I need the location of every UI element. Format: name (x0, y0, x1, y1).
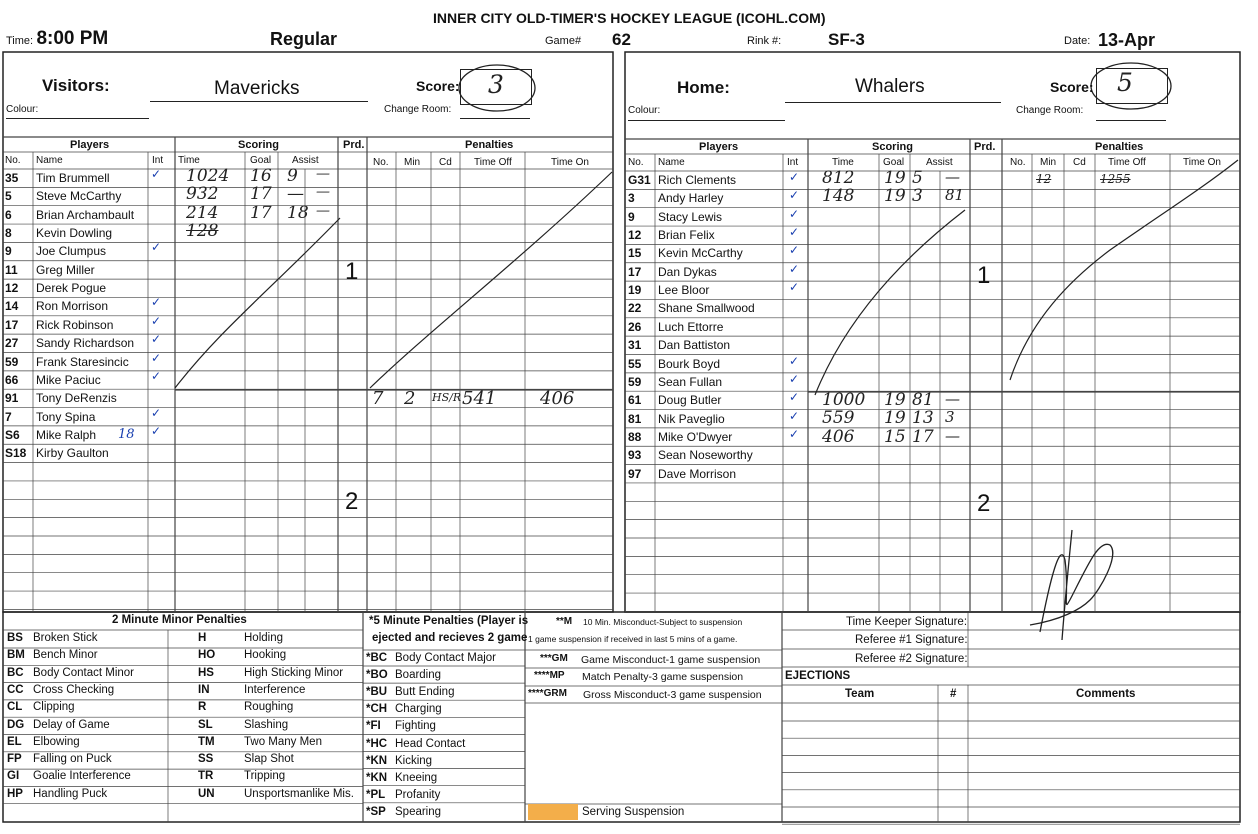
minor-code-2: UN (198, 787, 215, 800)
penalty-minutes: 2 (404, 388, 416, 409)
goal-time: 128 (186, 221, 219, 242)
major-code: *KN (366, 754, 388, 767)
misconduct-code: ****MP (534, 670, 565, 681)
goal-assist: 81 (912, 390, 934, 410)
check-icon: ✓ (151, 332, 162, 347)
player-number: 26 (628, 319, 642, 334)
misconduct-desc: 10 Min. Misconduct-Subject to suspension (583, 617, 743, 627)
player-name: Doug Butler (658, 393, 722, 408)
player-name: Frank Staresincic (36, 354, 129, 369)
goal-scorer: 19 (884, 390, 906, 410)
player-note: 18 (118, 426, 135, 442)
player-number: 35 (5, 171, 19, 185)
visitors-period-1: 1 (345, 258, 359, 285)
player-name: Derek Pogue (36, 281, 107, 296)
player-number: 97 (628, 466, 642, 481)
player-name: Kirby Gaulton (36, 446, 109, 461)
home-timeon-header: Time On (1183, 157, 1221, 168)
game-type: Regular (270, 29, 338, 49)
player-number: S18 (5, 446, 27, 461)
home-period-1: 1 (977, 262, 991, 289)
penalty-code: HS/R (432, 391, 462, 404)
home-assist-header: Assist (926, 157, 953, 168)
serving-suspension-swatch (528, 804, 578, 820)
check-icon: ✓ (789, 170, 800, 184)
player-number: 3 (628, 191, 635, 206)
minor-code-2: SL (198, 718, 213, 731)
minor-code: GI (7, 770, 20, 783)
minor-code-2: IN (198, 683, 210, 696)
major-code: *HC (366, 737, 388, 750)
home-name-header: Name (658, 157, 685, 168)
minor-desc-2: Holding (244, 632, 283, 644)
player-name: Sandy Richardson (36, 336, 135, 351)
player-name: Tim Brummell (36, 171, 110, 185)
minor-desc-2: Interference (244, 683, 306, 696)
minor-code-2: SS (198, 753, 214, 766)
player-name: Brian Archambault (36, 207, 135, 222)
visitors-int-header: Int (152, 155, 164, 166)
home-colour-label: Colour: (628, 105, 661, 116)
rink-label: Rink #: (747, 35, 782, 47)
penalty-time-off: 541 (462, 388, 497, 409)
league-title: INNER CITY OLD-TIMER'S HOCKEY LEAGUE (ICOHL.COM) (433, 10, 826, 26)
home-penalty-min-struck: 12 (1036, 172, 1052, 186)
home-int-header: Int (787, 157, 799, 168)
visitors-goal-header: Goal (250, 155, 272, 166)
player-number: 59 (628, 374, 642, 389)
visitors-team-name: Mavericks (214, 78, 300, 99)
ejections-team-header: Team (845, 688, 875, 700)
visitors-timeon-header: Time On (551, 157, 589, 168)
minor-desc: Delay of Game (33, 718, 110, 731)
goal-assist-2: — (945, 390, 960, 408)
penalty-player: 7 (372, 388, 384, 409)
player-name: Steve McCarthy (36, 189, 122, 204)
player-name: Kevin McCarthy (658, 246, 743, 261)
player-name: Andy Harley (658, 191, 724, 206)
goal-scorer: 17 (250, 202, 272, 223)
player-name: Mike Paciuc (36, 372, 101, 387)
minor-code: HP (7, 787, 23, 800)
minor-desc-2: Tripping (244, 770, 286, 783)
home-change-room-label: Change Room: (1016, 105, 1084, 116)
player-name: Bourk Boyd (658, 356, 721, 371)
check-icon: ✓ (789, 371, 800, 386)
goal-time: 559 (822, 408, 855, 429)
visitors-assist-header: Assist (292, 155, 319, 166)
check-icon: ✓ (151, 350, 162, 365)
player-name: Rick Robinson (36, 317, 114, 332)
minor-desc: Bench Minor (33, 649, 98, 662)
player-number: 88 (628, 429, 642, 444)
home-score-label: Score: (1050, 79, 1094, 95)
goal-time: 148 (822, 186, 855, 207)
misconduct-code: ****GRM (528, 688, 567, 699)
minor-code-2: HS (198, 666, 214, 679)
player-name: Rich Clements (658, 173, 737, 187)
minor-code: CL (7, 701, 23, 714)
player-number: 15 (628, 246, 642, 261)
check-icon: ✓ (789, 408, 800, 423)
goal-assist-2: — (316, 202, 330, 219)
player-number: 9 (5, 244, 12, 259)
player-number: 6 (5, 207, 12, 222)
player-name: Ron Morrison (36, 299, 109, 314)
misconduct-desc: 1 game suspension if received in last 5 mins of a game. (528, 634, 738, 644)
minor-code-2: TM (198, 735, 215, 748)
goal-time: 932 (186, 184, 219, 205)
player-name: Joe Clumpus (36, 244, 107, 259)
home-prd-header: Prd. (974, 141, 996, 153)
minor-desc: Elbowing (33, 735, 80, 748)
major-desc: Profanity (395, 788, 441, 801)
timekeeper-signature-label: Time Keeper Signature: (846, 616, 968, 628)
player-number: 5 (5, 189, 12, 204)
player-number: 11 (5, 262, 18, 277)
visitors-cd-header: Cd (439, 157, 452, 168)
minor-desc: Clipping (33, 701, 75, 714)
goal-scorer: 17 (250, 184, 272, 205)
player-name: Stacy Lewis (658, 209, 723, 224)
penalty-time-on: 406 (540, 388, 575, 409)
minor-desc: Handling Puck (33, 787, 108, 800)
player-number: 31 (628, 338, 642, 353)
visitors-time-header: Time (178, 155, 200, 166)
home-score: 5 (1117, 68, 1133, 97)
major-desc: Butt Ending (395, 686, 455, 699)
major-title-1: *5 Minute Penalties (Player is (369, 615, 529, 627)
player-name: Lee Bloor (658, 283, 710, 298)
major-code: *PL (366, 788, 386, 801)
goal-assist-2: 3 (945, 408, 955, 427)
referee2-signature-label: Referee #2 Signature: (855, 653, 968, 665)
visitors-score: 3 (488, 70, 504, 99)
check-icon: ✓ (789, 206, 800, 221)
check-icon: ✓ (789, 225, 800, 240)
date-value: 13-Apr (1098, 30, 1156, 50)
goal-assist: — (287, 184, 304, 205)
player-name: Nik Paveglio (658, 411, 725, 426)
player-number: 22 (628, 301, 642, 316)
minor-code: FP (7, 753, 22, 766)
player-number: 12 (5, 281, 19, 296)
minor-desc-2: Roughing (244, 701, 294, 714)
visitors-change-room-label: Change Room: (384, 104, 452, 115)
player-name: Mike Ralph (36, 427, 97, 442)
player-name: Greg Miller (36, 262, 95, 277)
visitors-players-header: Players (70, 139, 110, 151)
goal-assist: 18 (287, 202, 309, 223)
home-label: Home: (677, 78, 730, 97)
player-name: Tony DeRenzis (36, 391, 117, 406)
check-icon: ✓ (151, 167, 162, 181)
major-desc: Fighting (395, 720, 436, 733)
player-number: 17 (5, 317, 19, 332)
goal-time: 1000 (822, 390, 866, 410)
time-label: Time: (6, 35, 34, 47)
minor-desc: Broken Stick (33, 632, 98, 644)
home-period-2: 2 (977, 490, 991, 517)
goal-assist: 5 (912, 168, 923, 188)
player-number: 17 (628, 264, 642, 279)
check-icon: ✓ (151, 423, 162, 438)
goal-time: 214 (186, 202, 219, 223)
player-name: Mike O'Dwyer (658, 429, 733, 444)
check-icon: ✓ (789, 353, 800, 368)
player-number: 14 (5, 299, 19, 314)
visitors-scoring-header: Scoring (238, 139, 279, 151)
minor-desc-2: Hooking (244, 649, 287, 662)
minor-code-2: TR (198, 770, 214, 783)
player-name: Dave Morrison (658, 466, 737, 481)
visitors-colour-label: Colour: (6, 104, 39, 115)
date-label: Date: (1064, 35, 1091, 47)
minor-desc: Goalie Interference (33, 770, 131, 783)
home-cd-header: Cd (1073, 157, 1086, 168)
major-code: *BU (366, 686, 388, 699)
goal-assist-2: — (316, 166, 330, 182)
major-desc: Kneeing (395, 771, 438, 784)
player-name: Kevin Dowling (36, 226, 113, 241)
player-number: 7 (5, 409, 12, 424)
home-timeoff-header: Time Off (1108, 157, 1146, 168)
goal-scorer: 15 (884, 426, 906, 447)
home-pen-no-header: No. (1010, 157, 1026, 168)
check-icon: ✓ (789, 426, 800, 441)
player-number: S6 (5, 427, 20, 442)
home-goal-header: Goal (883, 157, 905, 168)
minor-code: EL (7, 735, 22, 748)
goal-scorer: 19 (884, 186, 906, 207)
minor-code-2: H (198, 632, 207, 644)
visitors-prd-header: Prd. (343, 139, 365, 151)
player-name: Sean Fullan (658, 374, 723, 389)
check-icon: ✓ (151, 405, 162, 420)
goal-assist: 9 (287, 166, 298, 186)
player-name: Tony Spina (36, 409, 96, 424)
player-name: Dan Battiston (658, 338, 731, 353)
home-team-name: Whalers (855, 76, 925, 97)
ejections-number-header: # (950, 688, 957, 700)
goal-assist: 3 (912, 186, 923, 207)
goal-time: 406 (822, 426, 855, 447)
player-number: 55 (628, 356, 642, 371)
check-icon: ✓ (151, 368, 162, 383)
minor-code-2: R (198, 701, 207, 714)
visitors-period-2: 2 (345, 488, 359, 515)
referee1-signature-label: Referee #1 Signature: (855, 634, 968, 646)
misconduct-code: ***GM (540, 653, 568, 664)
minor-code: BC (7, 666, 24, 679)
goal-time: 1024 (186, 166, 230, 186)
player-number: 12 (628, 228, 642, 243)
goal-assist-2: — (316, 184, 330, 201)
major-code: *BC (366, 652, 388, 664)
misconduct-desc: Match Penalty-3 game suspension (582, 671, 744, 683)
player-name: Luch Ettorre (658, 319, 724, 334)
player-name: Dan Dykas (658, 264, 717, 279)
visitors-penalties-header: Penalties (465, 139, 514, 151)
major-code: *CH (366, 703, 388, 716)
home-penalties-header: Penalties (1095, 141, 1144, 153)
goal-scorer: 19 (884, 168, 906, 188)
player-name: Sean Noseworthy (658, 448, 753, 463)
goal-scorer: 19 (884, 408, 906, 429)
player-number: G31 (628, 173, 651, 187)
minor-desc-2: Two Many Men (244, 735, 322, 748)
minor-desc-2: Slashing (244, 718, 289, 731)
minor-desc: Cross Checking (33, 683, 115, 696)
minor-desc-2: Unsportsmanlike Mis. (244, 787, 354, 800)
goal-assist: 13 (912, 408, 934, 429)
visitors-min-header: Min (404, 157, 421, 168)
home-no-header: No. (628, 157, 644, 168)
goal-time: 812 (822, 168, 855, 188)
home-penalty-off-struck: 1255 (1100, 172, 1131, 186)
visitors-no-header: No. (5, 155, 21, 166)
major-desc: Spearing (395, 805, 442, 818)
minor-penalties-title: 2 Minute Minor Penalties (112, 614, 247, 626)
player-number: 59 (5, 354, 19, 369)
check-icon: ✓ (151, 313, 162, 328)
game-label: Game# (545, 35, 582, 47)
player-number: 27 (5, 336, 19, 351)
player-number: 91 (5, 391, 19, 406)
goal-assist-2: — (945, 168, 960, 186)
minor-code: BS (7, 632, 23, 644)
visitors-timeoff-header: Time Off (474, 157, 512, 168)
major-desc: Charging (395, 703, 442, 716)
major-desc: Boarding (395, 669, 442, 682)
minor-desc: Falling on Puck (33, 753, 112, 766)
visitors-name-header: Name (36, 155, 63, 166)
misconduct-desc: Gross Misconduct-3 game suspension (583, 689, 762, 701)
visitors-pen-no-header: No. (373, 157, 389, 168)
minor-desc-2: Slap Shot (244, 753, 294, 766)
minor-code: CC (7, 683, 24, 696)
check-icon: ✓ (151, 295, 162, 310)
player-number: 9 (628, 209, 635, 224)
misconduct-desc: Game Misconduct-1 game suspension (581, 654, 761, 666)
minor-code-2: HO (198, 649, 216, 662)
ejections-comments-header: Comments (1076, 688, 1136, 700)
check-icon: ✓ (151, 240, 162, 255)
visitors-label: Visitors: (42, 76, 110, 95)
player-name: Shane Smallwood (658, 301, 755, 316)
game-number: 62 (612, 30, 631, 49)
serving-suspension-label: Serving Suspension (582, 806, 685, 818)
minor-desc: Body Contact Minor (33, 666, 134, 679)
minor-code: BM (7, 649, 25, 662)
player-number: 19 (628, 283, 642, 298)
home-scoring-header: Scoring (872, 141, 913, 153)
ejections-title: EJECTIONS (785, 670, 851, 682)
major-code: *FI (366, 720, 381, 733)
goal-assist-2: 81 (945, 186, 965, 205)
check-icon: ✓ (789, 280, 800, 295)
major-code: *KN (366, 771, 388, 784)
check-icon: ✓ (789, 188, 800, 203)
check-icon: ✓ (789, 261, 800, 276)
player-number: 66 (5, 372, 19, 387)
player-number: 8 (5, 226, 12, 241)
player-number: 93 (628, 448, 642, 463)
major-code: *SP (366, 805, 386, 818)
misconduct-code: **M (556, 616, 573, 627)
major-desc: Body Contact Major (395, 652, 496, 664)
major-code: *BO (366, 669, 388, 682)
check-icon: ✓ (789, 390, 800, 405)
minor-code: DG (7, 718, 25, 731)
goal-assist-2: — (945, 426, 960, 445)
check-icon: ✓ (789, 243, 800, 258)
visitors-score-label: Score: (416, 78, 460, 94)
player-name: Brian Felix (658, 228, 715, 243)
player-number: 81 (628, 411, 642, 426)
home-time-header: Time (832, 157, 854, 168)
major-desc: Head Contact (395, 737, 466, 750)
time-value: 8:00 PM (36, 28, 109, 49)
home-players-header: Players (699, 141, 739, 153)
minor-desc-2: High Sticking Minor (244, 666, 344, 679)
major-desc: Kicking (395, 754, 433, 767)
major-title-2: ejected and recieves 2 game (372, 632, 528, 644)
rink-value: SF-3 (828, 30, 865, 49)
home-min-header: Min (1040, 157, 1057, 168)
goal-assist: 17 (912, 426, 934, 447)
player-number: 61 (628, 393, 642, 408)
goal-scorer: 16 (250, 166, 272, 186)
